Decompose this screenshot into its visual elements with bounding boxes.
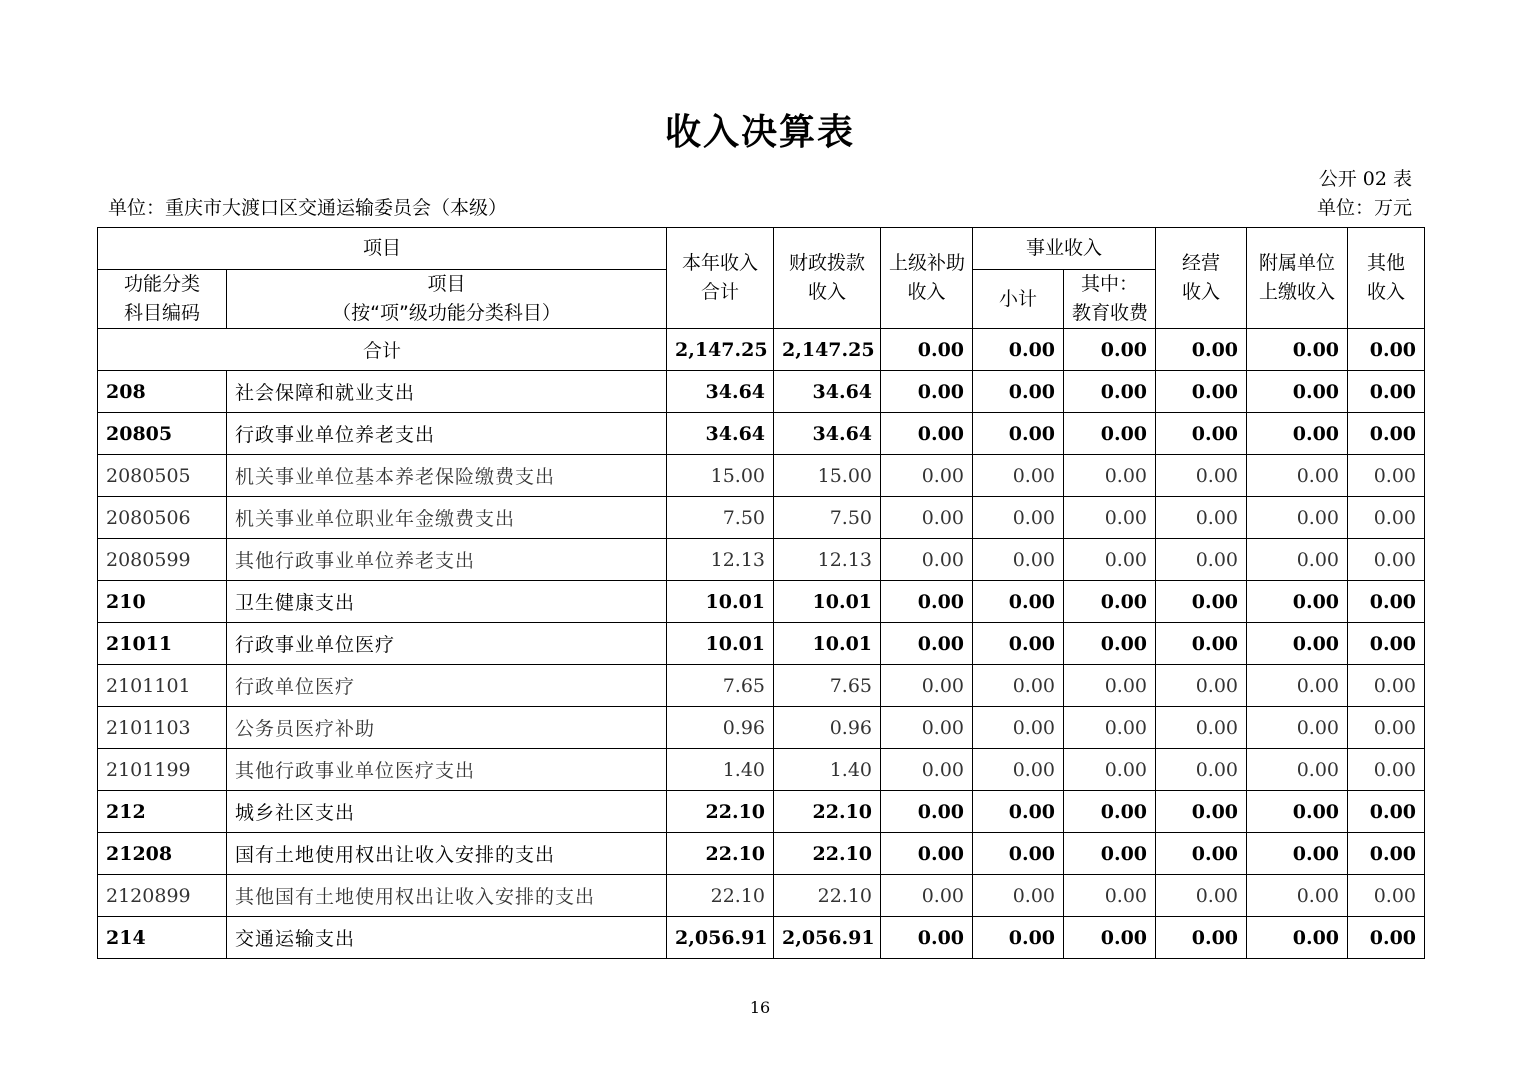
cell-other: 0.00 [1348, 539, 1425, 581]
table-row [98, 455, 1425, 497]
cell-superior: 0.00 [881, 371, 973, 413]
cell-operating: 0.00 [1156, 455, 1247, 497]
table-row [98, 497, 1425, 539]
cell-other: 0.00 [1348, 833, 1425, 875]
cell-operating: 0.00 [1156, 917, 1247, 959]
cell-edu: 0.00 [1064, 371, 1156, 413]
cell-subtotal: 0.00 [973, 875, 1064, 917]
header-business: 事业收入 [973, 228, 1156, 270]
cell-edu: 0.00 [1064, 749, 1156, 791]
cell-name: 行政单位医疗 [227, 665, 667, 707]
cell-operating: 0.00 [1156, 623, 1247, 665]
cell-fiscal: 15.00 [774, 455, 881, 497]
cell-edu: 0.00 [1064, 791, 1156, 833]
cell-edu: 0.00 [1064, 833, 1156, 875]
cell-superior: 0.00 [881, 623, 973, 665]
cell-affiliated: 0.00 [1247, 791, 1348, 833]
table-row [98, 833, 1425, 875]
header-fiscal-line2: 收入 [808, 281, 847, 303]
page-title: 收入决算表 [664, 112, 855, 153]
cell-edu: 0.00 [1064, 623, 1156, 665]
table-row [98, 539, 1425, 581]
cell-total: 22.10 [667, 791, 774, 833]
cell-other: 0.00 [1348, 665, 1425, 707]
header-func-code-line1: 功能分类 [123, 273, 200, 295]
cell-code: 2080505 [98, 455, 227, 497]
header-edu [1064, 270, 1156, 329]
cell-superior: 0.00 [881, 665, 973, 707]
cell-total: 7.65 [667, 665, 774, 707]
cell-name: 其他行政事业单位医疗支出 [227, 749, 667, 791]
cell-edu: 0.00 [1064, 581, 1156, 623]
cell-total: 12.13 [667, 539, 774, 581]
cell-total: 22.10 [667, 833, 774, 875]
cell-code: 212 [98, 791, 227, 833]
table-header [98, 228, 1425, 329]
cell-operating: 0.00 [1156, 791, 1247, 833]
cell-fiscal: 7.50 [774, 497, 881, 539]
cell-affiliated: 0.00 [1247, 665, 1348, 707]
cell-affiliated: 0.00 [1247, 875, 1348, 917]
cell-superior: 0.00 [881, 707, 973, 749]
cell-superior: 0.00 [881, 413, 973, 455]
cell-subtotal: 0.00 [973, 917, 1064, 959]
cell-operating: 0.00 [1156, 539, 1247, 581]
cell-subtotal: 0.00 [973, 707, 1064, 749]
cell-affiliated: 0.00 [1247, 833, 1348, 875]
cell-fiscal: 22.10 [774, 875, 881, 917]
page-number: 16 [749, 998, 771, 1017]
cell-edu: 0.00 [1064, 875, 1156, 917]
cell-operating: 0.00 [1156, 749, 1247, 791]
table-row [98, 665, 1425, 707]
cell-other: 0.00 [1348, 497, 1425, 539]
cell-operating: 0.00 [1156, 413, 1247, 455]
header-item: 项目 [98, 228, 667, 270]
cell-fiscal: 10.01 [774, 623, 881, 665]
cell-fiscal: 34.64 [774, 413, 881, 455]
cell-edu: 0.00 [1064, 707, 1156, 749]
cell-superior: 0.00 [881, 833, 973, 875]
cell-edu: 0.00 [1064, 329, 1156, 371]
cell-other: 0.00 [1348, 455, 1425, 497]
cell-code: 2120899 [98, 875, 227, 917]
header-fiscal-line1: 财政拨款 [789, 252, 866, 274]
cell-edu: 0.00 [1064, 539, 1156, 581]
cell-name: 其他国有土地使用权出让收入安排的支出 [227, 875, 667, 917]
header-affiliated-line1: 附属单位 [1259, 252, 1336, 274]
currency-unit: 单位：万元 [1316, 197, 1412, 219]
cell-subtotal: 0.00 [973, 581, 1064, 623]
table-row [98, 413, 1425, 455]
cell-superior: 0.00 [881, 749, 973, 791]
cell-code: 21208 [98, 833, 227, 875]
cell-other: 0.00 [1348, 707, 1425, 749]
cell-other: 0.00 [1348, 917, 1425, 959]
cell-affiliated: 0.00 [1247, 497, 1348, 539]
header-edu-line2: 教育收费 [1072, 302, 1149, 324]
cell-fiscal: 12.13 [774, 539, 881, 581]
header-affiliated-line2: 上缴收入 [1259, 281, 1336, 303]
cell-other: 0.00 [1348, 749, 1425, 791]
cell-operating: 0.00 [1156, 329, 1247, 371]
cell-operating: 0.00 [1156, 875, 1247, 917]
header-superior-line2: 收入 [907, 281, 946, 303]
cell-total: 2,056.91 [667, 917, 774, 959]
header-item-name-line1: 项目 [427, 273, 466, 295]
cell-name: 城乡社区支出 [227, 791, 667, 833]
cell-subtotal: 0.00 [973, 833, 1064, 875]
cell-affiliated: 0.00 [1247, 539, 1348, 581]
cell-name: 交通运输支出 [227, 917, 667, 959]
cell-other: 0.00 [1348, 623, 1425, 665]
cell-superior: 0.00 [881, 455, 973, 497]
cell-total: 15.00 [667, 455, 774, 497]
header-item-name-line2: （按“项”级功能分类科目） [332, 302, 561, 324]
cell-total: 0.96 [667, 707, 774, 749]
cell-total: 7.50 [667, 497, 774, 539]
cell-other: 0.00 [1348, 413, 1425, 455]
cell-name: 机关事业单位基本养老保险缴费支出 [227, 455, 667, 497]
cell-code: 2101199 [98, 749, 227, 791]
cell-affiliated: 0.00 [1247, 329, 1348, 371]
cell-total: 22.10 [667, 875, 774, 917]
table-row [98, 371, 1425, 413]
header-fiscal [774, 228, 881, 329]
cell-other: 0.00 [1348, 791, 1425, 833]
cell-code: 2101101 [98, 665, 227, 707]
table-body [98, 329, 1425, 959]
cell-edu: 0.00 [1064, 455, 1156, 497]
table-row [98, 707, 1425, 749]
cell-affiliated: 0.00 [1247, 749, 1348, 791]
cell-code: 21011 [98, 623, 227, 665]
cell-name: 行政事业单位医疗 [227, 623, 667, 665]
cell-subtotal: 0.00 [973, 371, 1064, 413]
cell-subtotal: 0.00 [973, 497, 1064, 539]
cell-name: 其他行政事业单位养老支出 [227, 539, 667, 581]
cell-total: 10.01 [667, 623, 774, 665]
cell-name: 国有土地使用权出让收入安排的支出 [227, 833, 667, 875]
cell-edu: 0.00 [1064, 665, 1156, 707]
header-superior [881, 228, 973, 329]
cell-total: 10.01 [667, 581, 774, 623]
cell-code: 208 [98, 371, 227, 413]
cell-other: 0.00 [1348, 581, 1425, 623]
total-label: 合计 [98, 329, 667, 371]
cell-affiliated: 0.00 [1247, 581, 1348, 623]
cell-subtotal: 0.00 [973, 539, 1064, 581]
cell-name: 社会保障和就业支出 [227, 371, 667, 413]
cell-affiliated: 0.00 [1247, 371, 1348, 413]
header-other-line2: 收入 [1367, 281, 1406, 303]
cell-code: 20805 [98, 413, 227, 455]
cell-other: 0.00 [1348, 371, 1425, 413]
cell-total: 34.64 [667, 413, 774, 455]
cell-affiliated: 0.00 [1247, 413, 1348, 455]
total-row [98, 329, 1425, 371]
header-total [667, 228, 774, 329]
header-operating-line2: 收入 [1182, 281, 1221, 303]
cell-code: 214 [98, 917, 227, 959]
header-func-code [98, 270, 227, 329]
cell-fiscal: 22.10 [774, 791, 881, 833]
cell-operating: 0.00 [1156, 497, 1247, 539]
reporting-unit: 单位：重庆市大渡口区交通运输委员会（本级） [108, 197, 508, 219]
header-operating-line1: 经营 [1182, 252, 1221, 274]
cell-code: 2080599 [98, 539, 227, 581]
cell-name: 行政事业单位养老支出 [227, 413, 667, 455]
cell-total: 1.40 [667, 749, 774, 791]
cell-edu: 0.00 [1064, 497, 1156, 539]
cell-total: 34.64 [667, 371, 774, 413]
cell-affiliated: 0.00 [1247, 707, 1348, 749]
cell-affiliated: 0.00 [1247, 917, 1348, 959]
header-affiliated [1247, 228, 1348, 329]
table-row [98, 875, 1425, 917]
cell-superior: 0.00 [881, 497, 973, 539]
cell-name: 公务员医疗补助 [227, 707, 667, 749]
cell-subtotal: 0.00 [973, 329, 1064, 371]
cell-fiscal: 2,147.25 [774, 329, 881, 371]
cell-name: 机关事业单位职业年金缴费支出 [227, 497, 667, 539]
cell-superior: 0.00 [881, 329, 973, 371]
income-final-accounts-table [97, 227, 1425, 959]
cell-subtotal: 0.00 [973, 413, 1064, 455]
table-row [98, 749, 1425, 791]
cell-superior: 0.00 [881, 581, 973, 623]
table-row [98, 623, 1425, 665]
cell-total: 2,147.25 [667, 329, 774, 371]
cell-code: 210 [98, 581, 227, 623]
table-row [98, 581, 1425, 623]
cell-superior: 0.00 [881, 791, 973, 833]
header-total-line2: 合计 [701, 281, 740, 303]
cell-operating: 0.00 [1156, 665, 1247, 707]
cell-subtotal: 0.00 [973, 623, 1064, 665]
cell-operating: 0.00 [1156, 581, 1247, 623]
cell-fiscal: 0.96 [774, 707, 881, 749]
cell-operating: 0.00 [1156, 833, 1247, 875]
cell-fiscal: 22.10 [774, 833, 881, 875]
cell-fiscal: 2,056.91 [774, 917, 881, 959]
table-row [98, 917, 1425, 959]
cell-fiscal: 1.40 [774, 749, 881, 791]
cell-affiliated: 0.00 [1247, 455, 1348, 497]
cell-superior: 0.00 [881, 875, 973, 917]
cell-fiscal: 10.01 [774, 581, 881, 623]
header-superior-line1: 上级补助 [889, 252, 966, 274]
cell-code: 2101103 [98, 707, 227, 749]
header-total-line1: 本年收入 [682, 252, 759, 274]
cell-subtotal: 0.00 [973, 455, 1064, 497]
cell-name: 卫生健康支出 [227, 581, 667, 623]
header-other-line1: 其他 [1367, 252, 1406, 274]
cell-operating: 0.00 [1156, 707, 1247, 749]
cell-code: 2080506 [98, 497, 227, 539]
cell-fiscal: 7.65 [774, 665, 881, 707]
header-item-name [227, 270, 667, 329]
header-subtotal: 小计 [973, 270, 1064, 329]
header-operating [1156, 228, 1247, 329]
table-row [98, 791, 1425, 833]
table-number: 公开 02 表 [1318, 168, 1412, 190]
cell-subtotal: 0.00 [973, 749, 1064, 791]
cell-other: 0.00 [1348, 329, 1425, 371]
cell-superior: 0.00 [881, 539, 973, 581]
cell-edu: 0.00 [1064, 917, 1156, 959]
cell-subtotal: 0.00 [973, 791, 1064, 833]
header-other [1348, 228, 1425, 329]
header-func-code-line2: 科目编码 [123, 302, 200, 324]
header-edu-line1: 其中： [1081, 273, 1139, 295]
cell-subtotal: 0.00 [973, 665, 1064, 707]
cell-operating: 0.00 [1156, 371, 1247, 413]
cell-fiscal: 34.64 [774, 371, 881, 413]
cell-edu: 0.00 [1064, 413, 1156, 455]
cell-other: 0.00 [1348, 875, 1425, 917]
cell-affiliated: 0.00 [1247, 623, 1348, 665]
cell-superior: 0.00 [881, 917, 973, 959]
